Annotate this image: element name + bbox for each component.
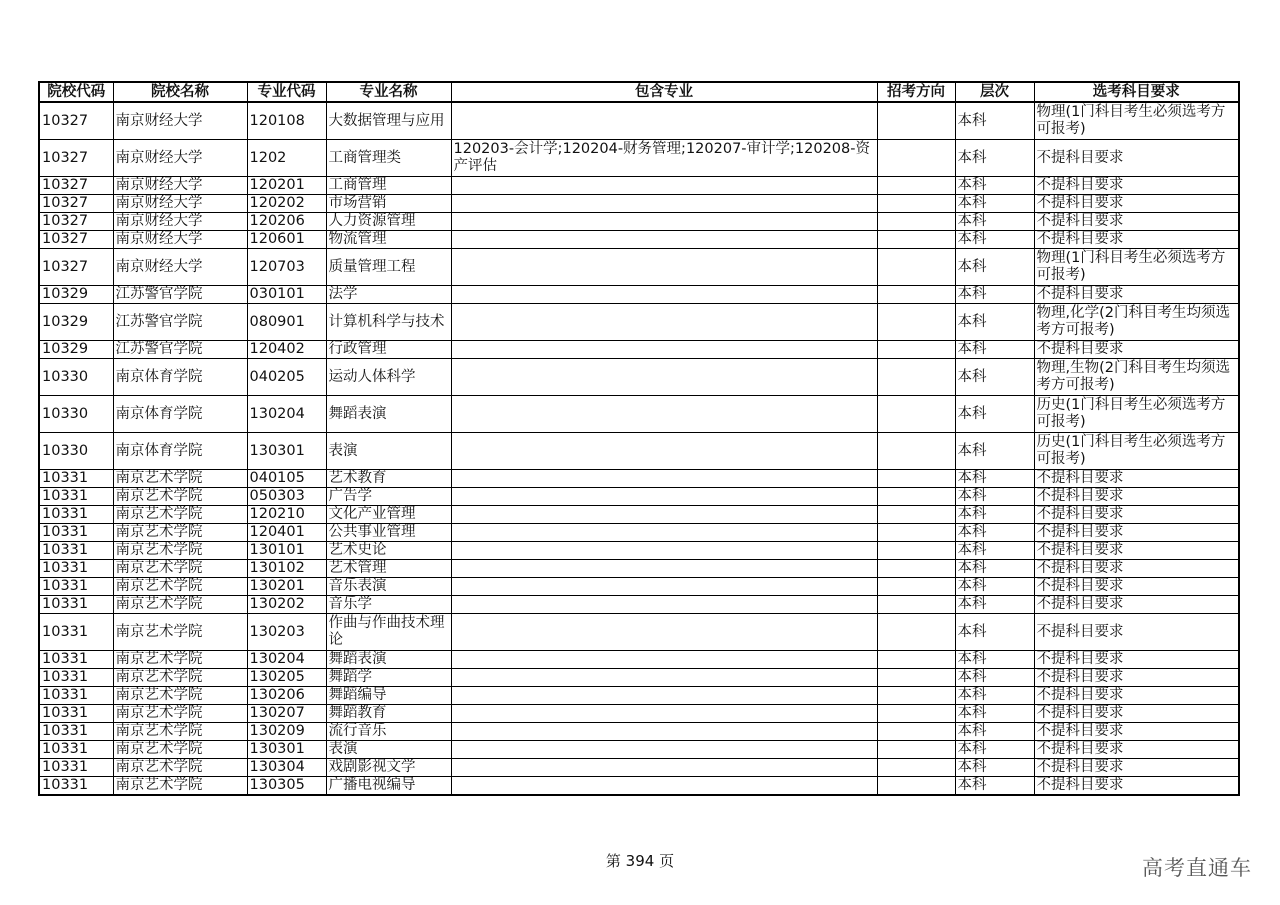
table-row <box>39 488 1239 506</box>
table-row <box>39 506 1239 524</box>
cell-admission-direction <box>877 506 955 524</box>
cell-included-majors <box>451 560 877 578</box>
cell-admission-direction <box>877 140 955 177</box>
cell-school-code: 10327 <box>39 195 113 213</box>
table-row <box>39 396 1239 433</box>
cell-level: 本科 <box>955 687 1034 705</box>
cell-major-code: 130204 <box>247 396 326 433</box>
cell-admission-direction <box>877 286 955 304</box>
cell-admission-direction <box>877 687 955 705</box>
cell-included-majors <box>451 542 877 560</box>
cell-major-name: 艺术管理 <box>326 560 451 578</box>
cell-school-name: 南京财经大学 <box>113 140 247 177</box>
cell-level: 本科 <box>955 614 1034 651</box>
cell-school-code: 10331 <box>39 560 113 578</box>
cell-school-name: 南京体育学院 <box>113 359 247 396</box>
cell-school-code: 10327 <box>39 213 113 231</box>
cell-admission-direction <box>877 524 955 542</box>
cell-subject-requirement: 不提科目要求 <box>1034 614 1239 651</box>
cell-major-name: 质量管理工程 <box>326 249 451 286</box>
cell-included-majors <box>451 777 877 796</box>
cell-admission-direction <box>877 741 955 759</box>
table-row <box>39 614 1239 651</box>
table-row <box>39 669 1239 687</box>
watermark-logo: 高考直通车 <box>1142 856 1252 880</box>
cell-major-code: 130203 <box>247 614 326 651</box>
cell-major-code: 130204 <box>247 651 326 669</box>
table-row <box>39 687 1239 705</box>
cell-admission-direction <box>877 470 955 488</box>
cell-major-code: 030101 <box>247 286 326 304</box>
cell-school-name: 南京艺术学院 <box>113 759 247 777</box>
cell-level: 本科 <box>955 249 1034 286</box>
cell-included-majors <box>451 286 877 304</box>
cell-admission-direction <box>877 341 955 359</box>
cell-included-majors <box>451 359 877 396</box>
cell-major-code: 130301 <box>247 433 326 470</box>
table-row <box>39 359 1239 396</box>
cell-school-name: 南京艺术学院 <box>113 723 247 741</box>
cell-subject-requirement: 不提科目要求 <box>1034 488 1239 506</box>
cell-major-code: 130207 <box>247 705 326 723</box>
cell-level: 本科 <box>955 341 1034 359</box>
cell-included-majors <box>451 687 877 705</box>
cell-school-code: 10330 <box>39 359 113 396</box>
cell-major-code: 120202 <box>247 195 326 213</box>
cell-school-name: 南京艺术学院 <box>113 506 247 524</box>
cell-major-name: 人力资源管理 <box>326 213 451 231</box>
cell-admission-direction <box>877 396 955 433</box>
cell-major-name: 计算机科学与技术 <box>326 304 451 341</box>
cell-major-name: 流行音乐 <box>326 723 451 741</box>
cell-level: 本科 <box>955 433 1034 470</box>
page-number: 第 394 页 <box>605 852 675 870</box>
cell-school-name: 南京艺术学院 <box>113 669 247 687</box>
cell-level: 本科 <box>955 705 1034 723</box>
cell-school-name: 南京体育学院 <box>113 433 247 470</box>
cell-level: 本科 <box>955 542 1034 560</box>
cell-admission-direction <box>877 777 955 796</box>
table-row <box>39 542 1239 560</box>
cell-major-code: 080901 <box>247 304 326 341</box>
cell-major-name: 公共事业管理 <box>326 524 451 542</box>
cell-school-code: 10331 <box>39 614 113 651</box>
cell-school-code: 10331 <box>39 651 113 669</box>
table-row <box>39 723 1239 741</box>
cell-school-name: 南京艺术学院 <box>113 596 247 614</box>
cell-included-majors: 120203-会计学;120204-财务管理;120207-审计学;120208-资产评估 <box>451 140 877 177</box>
cell-major-name: 市场营销 <box>326 195 451 213</box>
cell-major-code: 120210 <box>247 506 326 524</box>
cell-school-name: 南京财经大学 <box>113 249 247 286</box>
cell-admission-direction <box>877 705 955 723</box>
cell-subject-requirement: 物理,生物(2门科目考生均须选考方可报考) <box>1034 359 1239 396</box>
cell-subject-requirement: 不提科目要求 <box>1034 777 1239 796</box>
cell-major-code: 130205 <box>247 669 326 687</box>
cell-school-code: 10331 <box>39 669 113 687</box>
cell-major-name: 工商管理类 <box>326 140 451 177</box>
table-row <box>39 341 1239 359</box>
cell-major-name: 表演 <box>326 741 451 759</box>
cell-major-code: 130102 <box>247 560 326 578</box>
cell-subject-requirement: 不提科目要求 <box>1034 213 1239 231</box>
cell-level: 本科 <box>955 177 1034 195</box>
cell-subject-requirement: 不提科目要求 <box>1034 723 1239 741</box>
cell-major-code: 120601 <box>247 231 326 249</box>
cell-school-name: 南京艺术学院 <box>113 578 247 596</box>
cell-major-name: 舞蹈表演 <box>326 651 451 669</box>
cell-level: 本科 <box>955 723 1034 741</box>
cell-subject-requirement: 不提科目要求 <box>1034 506 1239 524</box>
cell-major-name: 文化产业管理 <box>326 506 451 524</box>
cell-admission-direction <box>877 249 955 286</box>
cell-level: 本科 <box>955 488 1034 506</box>
cell-major-name: 工商管理 <box>326 177 451 195</box>
cell-major-code: 130305 <box>247 777 326 796</box>
cell-subject-requirement: 不提科目要求 <box>1034 195 1239 213</box>
table-row <box>39 213 1239 231</box>
cell-subject-requirement: 不提科目要求 <box>1034 669 1239 687</box>
cell-admission-direction <box>877 596 955 614</box>
cell-school-code: 10327 <box>39 249 113 286</box>
header-school-code: 院校代码 <box>39 82 113 102</box>
header-level: 层次 <box>955 82 1034 102</box>
header-major-code: 专业代码 <box>247 82 326 102</box>
cell-included-majors <box>451 741 877 759</box>
cell-major-name: 音乐表演 <box>326 578 451 596</box>
cell-included-majors <box>451 213 877 231</box>
cell-major-name: 法学 <box>326 286 451 304</box>
cell-major-name: 舞蹈教育 <box>326 705 451 723</box>
cell-level: 本科 <box>955 777 1034 796</box>
table-row <box>39 249 1239 286</box>
cell-subject-requirement: 不提科目要求 <box>1034 705 1239 723</box>
cell-subject-requirement: 不提科目要求 <box>1034 524 1239 542</box>
cell-subject-requirement: 不提科目要求 <box>1034 651 1239 669</box>
cell-admission-direction <box>877 433 955 470</box>
cell-level: 本科 <box>955 396 1034 433</box>
cell-included-majors <box>451 723 877 741</box>
cell-school-code: 10329 <box>39 286 113 304</box>
cell-major-code: 130202 <box>247 596 326 614</box>
cell-subject-requirement: 历史(1门科目考生必须选考方可报考) <box>1034 433 1239 470</box>
cell-major-name: 表演 <box>326 433 451 470</box>
cell-major-code: 040105 <box>247 470 326 488</box>
cell-level: 本科 <box>955 524 1034 542</box>
cell-included-majors <box>451 524 877 542</box>
cell-subject-requirement: 不提科目要求 <box>1034 177 1239 195</box>
cell-level: 本科 <box>955 741 1034 759</box>
cell-major-code: 040205 <box>247 359 326 396</box>
cell-school-name: 南京艺术学院 <box>113 470 247 488</box>
cell-admission-direction <box>877 102 955 140</box>
cell-school-name: 南京艺术学院 <box>113 687 247 705</box>
cell-major-name: 舞蹈学 <box>326 669 451 687</box>
cell-school-name: 南京财经大学 <box>113 195 247 213</box>
cell-admission-direction <box>877 723 955 741</box>
cell-admission-direction <box>877 213 955 231</box>
cell-major-name: 作曲与作曲技术理论 <box>326 614 451 651</box>
cell-school-name: 南京艺术学院 <box>113 524 247 542</box>
cell-included-majors <box>451 177 877 195</box>
cell-admission-direction <box>877 651 955 669</box>
cell-level: 本科 <box>955 195 1034 213</box>
cell-level: 本科 <box>955 470 1034 488</box>
cell-subject-requirement: 不提科目要求 <box>1034 542 1239 560</box>
cell-admission-direction <box>877 177 955 195</box>
cell-subject-requirement: 不提科目要求 <box>1034 596 1239 614</box>
cell-school-code: 10331 <box>39 578 113 596</box>
cell-major-code: 130304 <box>247 759 326 777</box>
cell-admission-direction <box>877 231 955 249</box>
cell-major-name: 行政管理 <box>326 341 451 359</box>
cell-major-code: 130209 <box>247 723 326 741</box>
cell-included-majors <box>451 396 877 433</box>
cell-school-name: 南京体育学院 <box>113 396 247 433</box>
cell-school-code: 10331 <box>39 777 113 796</box>
header-school-name: 院校名称 <box>113 82 247 102</box>
table-row <box>39 304 1239 341</box>
cell-school-code: 10331 <box>39 723 113 741</box>
cell-admission-direction <box>877 578 955 596</box>
cell-school-code: 10331 <box>39 488 113 506</box>
cell-major-name: 运动人体科学 <box>326 359 451 396</box>
table-body <box>39 102 1239 795</box>
table-row <box>39 524 1239 542</box>
cell-school-name: 江苏警官学院 <box>113 286 247 304</box>
cell-school-code: 10331 <box>39 741 113 759</box>
cell-included-majors <box>451 759 877 777</box>
cell-major-code: 120401 <box>247 524 326 542</box>
cell-school-name: 南京财经大学 <box>113 177 247 195</box>
cell-included-majors <box>451 304 877 341</box>
cell-school-name: 南京艺术学院 <box>113 542 247 560</box>
cell-admission-direction <box>877 542 955 560</box>
cell-major-code: 120201 <box>247 177 326 195</box>
cell-admission-direction <box>877 560 955 578</box>
cell-included-majors <box>451 488 877 506</box>
cell-subject-requirement: 不提科目要求 <box>1034 231 1239 249</box>
cell-level: 本科 <box>955 578 1034 596</box>
table-row <box>39 231 1239 249</box>
cell-level: 本科 <box>955 506 1034 524</box>
cell-major-name: 舞蹈编导 <box>326 687 451 705</box>
cell-included-majors <box>451 596 877 614</box>
cell-school-code: 10329 <box>39 341 113 359</box>
cell-school-name: 江苏警官学院 <box>113 341 247 359</box>
cell-school-code: 10329 <box>39 304 113 341</box>
cell-major-name: 广告学 <box>326 488 451 506</box>
cell-included-majors <box>451 341 877 359</box>
cell-major-code: 120206 <box>247 213 326 231</box>
cell-level: 本科 <box>955 102 1034 140</box>
cell-major-code: 120703 <box>247 249 326 286</box>
cell-school-code: 10331 <box>39 506 113 524</box>
header-included-majors: 包含专业 <box>451 82 877 102</box>
cell-school-code: 10331 <box>39 687 113 705</box>
admission-table <box>38 81 1240 796</box>
table-row <box>39 433 1239 470</box>
cell-school-name: 南京艺术学院 <box>113 614 247 651</box>
cell-major-code: 120108 <box>247 102 326 140</box>
cell-subject-requirement: 不提科目要求 <box>1034 140 1239 177</box>
cell-admission-direction <box>877 669 955 687</box>
cell-school-code: 10327 <box>39 102 113 140</box>
cell-admission-direction <box>877 759 955 777</box>
cell-school-code: 10330 <box>39 433 113 470</box>
cell-school-code: 10327 <box>39 231 113 249</box>
cell-major-code: 050303 <box>247 488 326 506</box>
cell-included-majors <box>451 195 877 213</box>
table-row <box>39 777 1239 796</box>
cell-major-name: 大数据管理与应用 <box>326 102 451 140</box>
table-row <box>39 140 1239 177</box>
table-row <box>39 177 1239 195</box>
cell-subject-requirement: 不提科目要求 <box>1034 687 1239 705</box>
cell-school-name: 南京艺术学院 <box>113 488 247 506</box>
table-row <box>39 470 1239 488</box>
cell-school-name: 南京艺术学院 <box>113 651 247 669</box>
cell-level: 本科 <box>955 231 1034 249</box>
cell-admission-direction <box>877 304 955 341</box>
cell-included-majors <box>451 705 877 723</box>
cell-admission-direction <box>877 195 955 213</box>
cell-major-code: 130301 <box>247 741 326 759</box>
cell-included-majors <box>451 669 877 687</box>
cell-subject-requirement: 不提科目要求 <box>1034 286 1239 304</box>
cell-school-code: 10331 <box>39 705 113 723</box>
cell-school-name: 南京艺术学院 <box>113 705 247 723</box>
cell-major-name: 物流管理 <box>326 231 451 249</box>
cell-subject-requirement: 物理(1门科目考生必须选考方可报考) <box>1034 102 1239 140</box>
cell-school-name: 江苏警官学院 <box>113 304 247 341</box>
cell-included-majors <box>451 578 877 596</box>
cell-admission-direction <box>877 488 955 506</box>
table-row <box>39 195 1239 213</box>
table-row <box>39 705 1239 723</box>
cell-level: 本科 <box>955 651 1034 669</box>
cell-level: 本科 <box>955 359 1034 396</box>
cell-level: 本科 <box>955 213 1034 231</box>
cell-subject-requirement: 物理,化学(2门科目考生均须选考方可报考) <box>1034 304 1239 341</box>
table-row <box>39 741 1239 759</box>
header-major-name: 专业名称 <box>326 82 451 102</box>
cell-level: 本科 <box>955 596 1034 614</box>
cell-admission-direction <box>877 359 955 396</box>
cell-major-name: 艺术史论 <box>326 542 451 560</box>
cell-school-name: 南京财经大学 <box>113 102 247 140</box>
cell-major-name: 戏剧影视文学 <box>326 759 451 777</box>
cell-included-majors <box>451 249 877 286</box>
cell-major-code: 130101 <box>247 542 326 560</box>
cell-subject-requirement: 物理(1门科目考生必须选考方可报考) <box>1034 249 1239 286</box>
cell-school-code: 10331 <box>39 542 113 560</box>
header-subject-requirement: 选考科目要求 <box>1034 82 1239 102</box>
cell-admission-direction <box>877 614 955 651</box>
cell-school-code: 10331 <box>39 470 113 488</box>
cell-school-code: 10331 <box>39 596 113 614</box>
cell-subject-requirement: 不提科目要求 <box>1034 341 1239 359</box>
cell-level: 本科 <box>955 140 1034 177</box>
cell-major-name: 广播电视编导 <box>326 777 451 796</box>
table-row <box>39 560 1239 578</box>
cell-level: 本科 <box>955 669 1034 687</box>
cell-school-name: 南京艺术学院 <box>113 777 247 796</box>
cell-included-majors <box>451 614 877 651</box>
cell-subject-requirement: 不提科目要求 <box>1034 759 1239 777</box>
header-admission-direction: 招考方向 <box>877 82 955 102</box>
table-row <box>39 596 1239 614</box>
table-row <box>39 759 1239 777</box>
cell-level: 本科 <box>955 759 1034 777</box>
cell-level: 本科 <box>955 286 1034 304</box>
cell-school-name: 南京财经大学 <box>113 231 247 249</box>
cell-subject-requirement: 不提科目要求 <box>1034 741 1239 759</box>
table-row <box>39 102 1239 140</box>
table-header-row <box>39 82 1239 102</box>
cell-school-code: 10331 <box>39 759 113 777</box>
cell-major-name: 舞蹈表演 <box>326 396 451 433</box>
cell-school-code: 10331 <box>39 524 113 542</box>
cell-included-majors <box>451 433 877 470</box>
cell-level: 本科 <box>955 560 1034 578</box>
table-row <box>39 651 1239 669</box>
cell-subject-requirement: 不提科目要求 <box>1034 560 1239 578</box>
cell-major-code: 1202 <box>247 140 326 177</box>
cell-school-code: 10330 <box>39 396 113 433</box>
cell-school-code: 10327 <box>39 140 113 177</box>
cell-school-code: 10327 <box>39 177 113 195</box>
cell-subject-requirement: 不提科目要求 <box>1034 578 1239 596</box>
cell-subject-requirement: 历史(1门科目考生必须选考方可报考) <box>1034 396 1239 433</box>
cell-subject-requirement: 不提科目要求 <box>1034 470 1239 488</box>
table-row <box>39 286 1239 304</box>
cell-school-name: 南京财经大学 <box>113 213 247 231</box>
cell-included-majors <box>451 470 877 488</box>
cell-school-name: 南京艺术学院 <box>113 560 247 578</box>
cell-included-majors <box>451 506 877 524</box>
table-row <box>39 578 1239 596</box>
cell-school-name: 南京艺术学院 <box>113 741 247 759</box>
cell-major-code: 130201 <box>247 578 326 596</box>
cell-included-majors <box>451 651 877 669</box>
cell-included-majors <box>451 102 877 140</box>
cell-major-name: 音乐学 <box>326 596 451 614</box>
cell-major-name: 艺术教育 <box>326 470 451 488</box>
cell-level: 本科 <box>955 304 1034 341</box>
cell-major-code: 130206 <box>247 687 326 705</box>
cell-major-code: 120402 <box>247 341 326 359</box>
cell-included-majors <box>451 231 877 249</box>
